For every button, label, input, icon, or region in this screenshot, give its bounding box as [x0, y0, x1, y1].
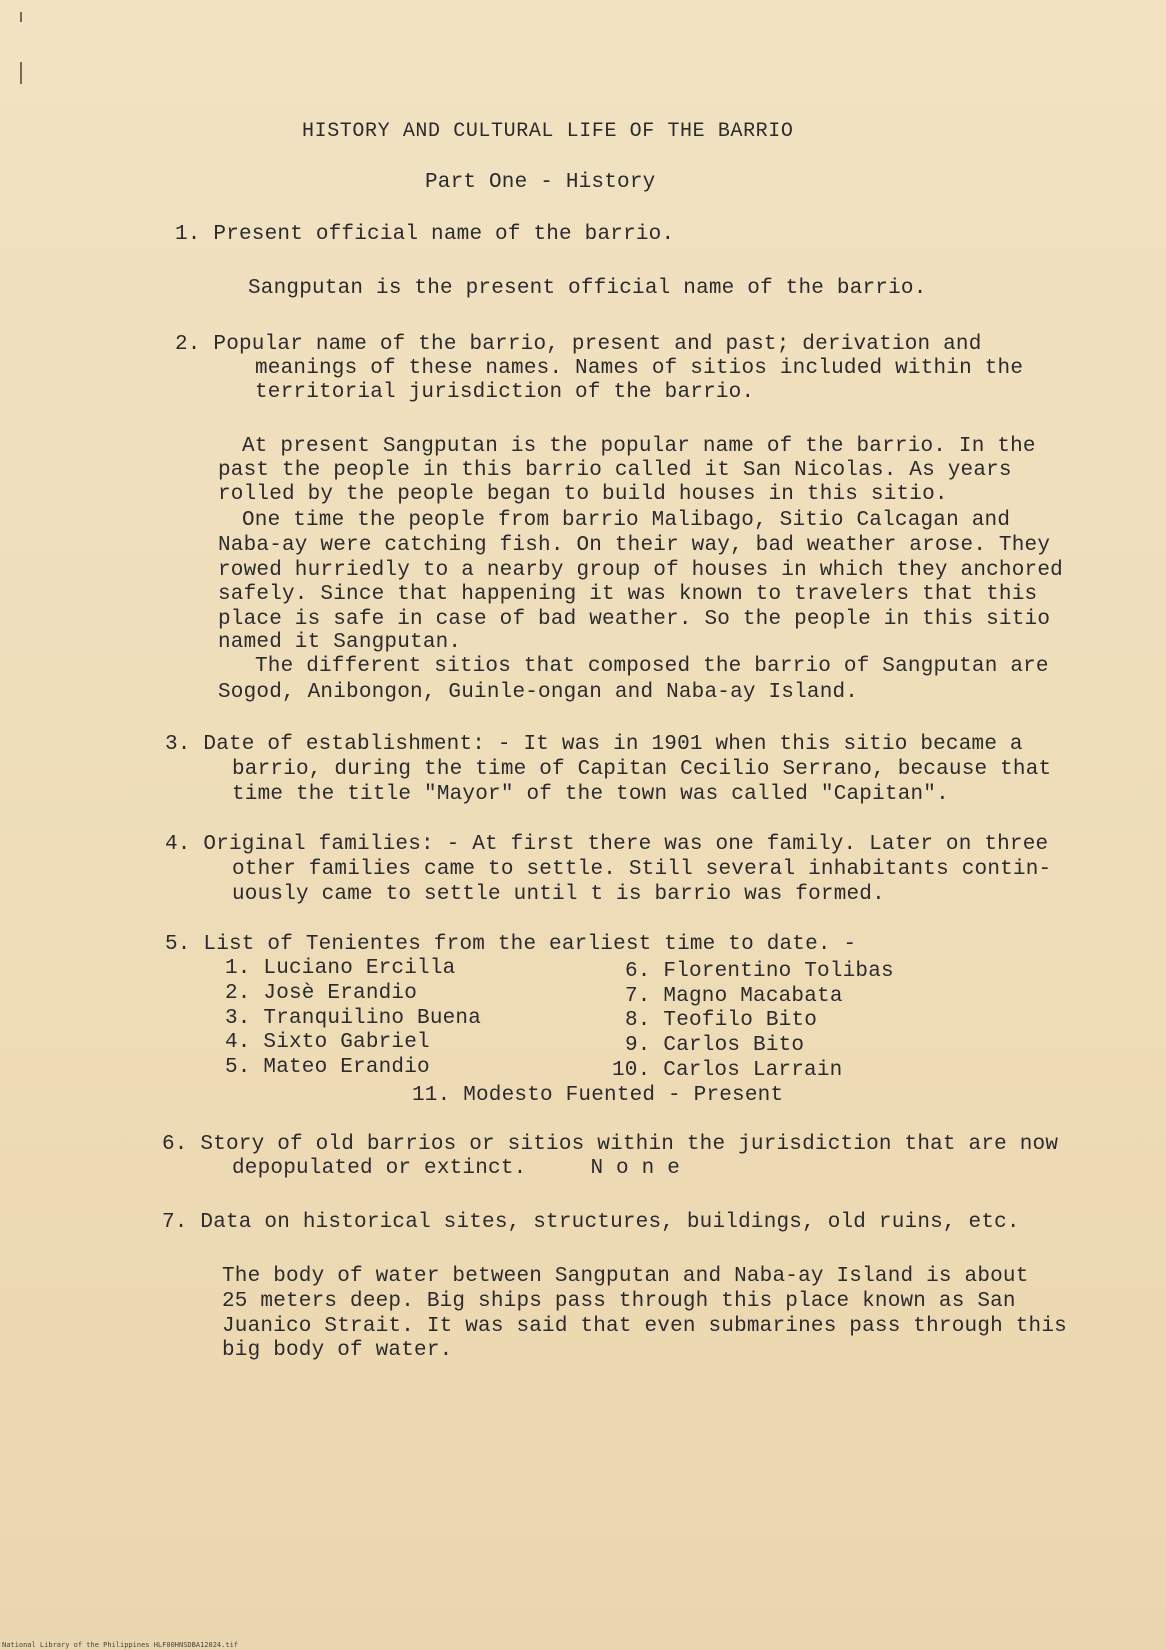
answer-2-line: named it Sangputan. — [218, 631, 462, 654]
question-6-line: 6. Story of old barrios or sitios within the jurisdiction that are now — [162, 1133, 1059, 1156]
teniente-entry: 9. Carlos Bito — [625, 1034, 805, 1057]
teniente-entry: 6. Florentino Tolibas — [625, 960, 894, 983]
answer-2-line: safely. Since that happening it was known to travelers that this — [218, 583, 1038, 606]
scan-footer: National Library of the Philippines HLF00HNSDBA12024.tif — [2, 1641, 239, 1649]
question-4-line: uously came to settle until t is barrio was formed. — [232, 883, 885, 906]
teniente-entry: 5. Mateo Erandio — [225, 1056, 430, 1079]
answer-2-line: The different sitios that composed the barrio of Sangputan are — [255, 655, 1049, 678]
teniente-entry: 3. Tranquilino Buena — [225, 1007, 482, 1030]
teniente-entry: 2. Josè Erandio — [225, 982, 418, 1005]
question-4-line: other families came to settle. Still several inhabitants contin- — [232, 858, 1052, 881]
answer-7-line: Juanico Strait. It was said that even submarines pass through this — [222, 1315, 1067, 1338]
answer-1: Sangputan is the present official name of the barrio. — [248, 277, 927, 300]
part-heading: Part One - History — [425, 171, 656, 194]
question-3-line: barrio, during the time of Capitan Cecilio Serrano, because that — [232, 758, 1052, 781]
answer-2-line: Sogod, Anibongon, Guinle-ongan and Naba-ay Island. — [218, 681, 859, 704]
question-2-line: meanings of these names. Names of sitios included within the — [255, 357, 1024, 380]
question-1: 1. Present official name of the barrio. — [175, 223, 675, 246]
answer-2-line: At present Sangputan is the popular name of the barrio. In the — [242, 435, 1036, 458]
answer-2-line: rowed hurriedly to a nearby group of houses in which they anchored — [218, 559, 1063, 582]
answer-7-line: The body of water between Sangputan and Naba-ay Island is about — [222, 1265, 1029, 1288]
teniente-entry: 11. Modesto Fuented - Present — [412, 1084, 784, 1107]
question-2-line: territorial jurisdiction of the barrio. — [255, 381, 755, 404]
question-3-line: 3. Date of establishment: - It was in 1901 when this sitio became a — [165, 733, 1023, 756]
question-5: 5. List of Tenientes from the earliest time to date. - — [165, 933, 857, 956]
teniente-entry: 1. Luciano Ercilla — [225, 957, 456, 980]
question-6-line: depopulated or extinct. N o n e — [232, 1157, 681, 1180]
question-2-line: 2. Popular name of the barrio, present and past; derivation and — [175, 333, 982, 356]
answer-2-line: place is safe in case of bad weather. So the people in this sitio — [218, 608, 1051, 631]
answer-2-line: rolled by the people began to build houses in this sitio. — [218, 483, 948, 506]
edge-mark — [20, 12, 22, 22]
question-3-line: time the title "Mayor" of the town was called "Capitan". — [232, 783, 949, 806]
question-7: 7. Data on historical sites, structures, buildings, old ruins, etc. — [162, 1211, 1020, 1234]
question-4-line: 4. Original families: - At first there was one family. Later on three — [165, 833, 1049, 856]
teniente-entry: 8. Teofilo Bito — [625, 1009, 818, 1032]
edge-mark — [20, 62, 22, 84]
answer-7-line: big body of water. — [222, 1339, 453, 1362]
document-title: HISTORY AND CULTURAL LIFE OF THE BARRIO — [302, 120, 794, 143]
teniente-entry: 4. Sixto Gabriel — [225, 1031, 430, 1054]
teniente-entry: 7. Magno Macabata — [625, 985, 843, 1008]
teniente-entry: 10. Carlos Larrain — [612, 1059, 843, 1082]
answer-7-line: 25 meters deep. Big ships pass through this place known as San — [222, 1290, 1016, 1313]
answer-2-line: past the people in this barrio called it San Nicolas. As years — [218, 459, 1012, 482]
answer-2-line: One time the people from barrio Malibago, Sitio Calcagan and — [242, 509, 1011, 532]
answer-2-line: Naba-ay were catching fish. On their way, bad weather arose. They — [218, 534, 1051, 557]
